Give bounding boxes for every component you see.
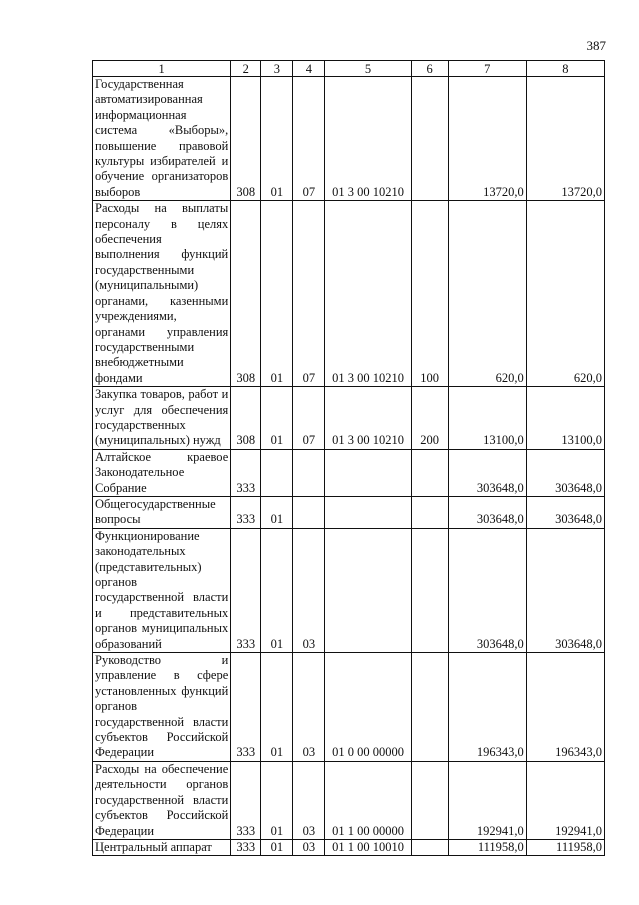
cell-col7: 111958,0 <box>448 839 526 855</box>
cell-col7: 303648,0 <box>448 496 526 528</box>
cell-col3: 01 <box>261 839 293 855</box>
cell-col6 <box>411 77 448 201</box>
row-name: Алтайское краевое Законодательное Собрание <box>95 449 229 495</box>
column-header: 2 <box>231 61 261 77</box>
cell-col4 <box>293 496 325 528</box>
cell-col6 <box>411 653 448 762</box>
cell-col7: 192941,0 <box>448 761 526 839</box>
row-name-cell <box>93 387 231 450</box>
row-name-cell <box>93 839 231 855</box>
cell-col5 <box>325 496 411 528</box>
cell-col3: 01 <box>261 528 293 652</box>
row-name-cell <box>93 496 231 528</box>
row-name: Расходы на выплаты персоналу в целях обеспечения выполнения функций государственными (муниципальными) органами, казенными учреждениями, органами управления государственными внебюджетными фондами <box>95 201 229 385</box>
budget-table <box>92 60 605 856</box>
cell-col4: 03 <box>293 528 325 652</box>
column-header: 8 <box>526 61 604 77</box>
cell-col6: 200 <box>411 387 448 450</box>
cell-col6 <box>411 528 448 652</box>
row-name-cell <box>93 201 231 387</box>
cell-col4: 03 <box>293 761 325 839</box>
cell-col4: 07 <box>293 387 325 450</box>
page-number: 387 <box>586 38 606 53</box>
cell-col8: 303648,0 <box>526 496 604 528</box>
cell-col2: 333 <box>231 449 261 496</box>
row-name-cell <box>93 653 231 762</box>
cell-col5: 01 0 00 00000 <box>325 653 411 762</box>
table-row <box>93 761 605 839</box>
cell-col2: 308 <box>231 387 261 450</box>
cell-col7: 620,0 <box>448 201 526 387</box>
cell-col3: 01 <box>261 387 293 450</box>
cell-col5 <box>325 449 411 496</box>
cell-col5: 01 3 00 10210 <box>325 387 411 450</box>
cell-col4 <box>293 449 325 496</box>
cell-col8: 303648,0 <box>526 449 604 496</box>
table-row <box>93 528 605 652</box>
cell-col7: 303648,0 <box>448 528 526 652</box>
table-row <box>93 77 605 201</box>
cell-col6 <box>411 496 448 528</box>
cell-col5: 01 3 00 10210 <box>325 201 411 387</box>
cell-col2: 308 <box>231 201 261 387</box>
cell-col6 <box>411 761 448 839</box>
cell-col8: 303648,0 <box>526 528 604 652</box>
cell-col3: 01 <box>261 653 293 762</box>
row-name-cell <box>93 77 231 201</box>
cell-col3: 01 <box>261 201 293 387</box>
row-name: Центральный аппарат <box>95 839 212 854</box>
cell-col8: 13100,0 <box>526 387 604 450</box>
cell-col7: 13720,0 <box>448 77 526 201</box>
cell-col4: 07 <box>293 201 325 387</box>
cell-col7: 13100,0 <box>448 387 526 450</box>
row-name: Общегосударственные вопросы <box>95 496 216 527</box>
row-name: Государственная автоматизированная информационная система «Выборы», повышение правовой культуры избирателей и обучение организаторов выборов <box>95 77 229 199</box>
cell-col6: 100 <box>411 201 448 387</box>
table-row <box>93 387 605 450</box>
cell-col5: 01 1 00 00000 <box>325 761 411 839</box>
cell-col8: 13720,0 <box>526 77 604 201</box>
row-name-cell <box>93 449 231 496</box>
cell-col6 <box>411 449 448 496</box>
cell-col2: 333 <box>231 528 261 652</box>
cell-col4: 07 <box>293 77 325 201</box>
cell-col2: 308 <box>231 77 261 201</box>
column-header: 1 <box>93 61 231 77</box>
cell-col3 <box>261 449 293 496</box>
cell-col6 <box>411 839 448 855</box>
header-row <box>93 61 605 77</box>
column-header: 5 <box>325 61 411 77</box>
row-name-cell <box>93 528 231 652</box>
cell-col3: 01 <box>261 77 293 201</box>
cell-col7: 196343,0 <box>448 653 526 762</box>
table-row <box>93 839 605 855</box>
cell-col5: 01 1 00 10010 <box>325 839 411 855</box>
row-name: Функционирование законодательных (представительных) органов государственной власти и представительных органов муниципальных образований <box>95 528 229 651</box>
cell-col8: 620,0 <box>526 201 604 387</box>
cell-col3: 01 <box>261 496 293 528</box>
cell-col2: 333 <box>231 839 261 855</box>
cell-col3: 01 <box>261 761 293 839</box>
cell-col8: 196343,0 <box>526 653 604 762</box>
cell-col8: 111958,0 <box>526 839 604 855</box>
row-name-cell <box>93 761 231 839</box>
column-header: 4 <box>293 61 325 77</box>
row-name: Руководство и управление в сфере установленных функций органов государственной власти субъектов Российской Федерации <box>95 653 229 760</box>
column-header: 3 <box>261 61 293 77</box>
column-header: 6 <box>411 61 448 77</box>
cell-col7: 303648,0 <box>448 449 526 496</box>
table-row <box>93 201 605 387</box>
table-row <box>93 496 605 528</box>
table-row <box>93 449 605 496</box>
cell-col2: 333 <box>231 653 261 762</box>
row-name: Расходы на обеспечение деятельности органов государственной власти субъектов Российской Федерации <box>95 761 229 838</box>
cell-col2: 333 <box>231 761 261 839</box>
cell-col2: 333 <box>231 496 261 528</box>
column-header: 7 <box>448 61 526 77</box>
cell-col4: 03 <box>293 839 325 855</box>
row-name: Закупка товаров, работ и услуг для обеспечения государственных (муниципальных) нужд <box>95 387 229 448</box>
cell-col5: 01 3 00 10210 <box>325 77 411 201</box>
cell-col4: 03 <box>293 653 325 762</box>
table-row <box>93 653 605 762</box>
cell-col8: 192941,0 <box>526 761 604 839</box>
cell-col5 <box>325 528 411 652</box>
